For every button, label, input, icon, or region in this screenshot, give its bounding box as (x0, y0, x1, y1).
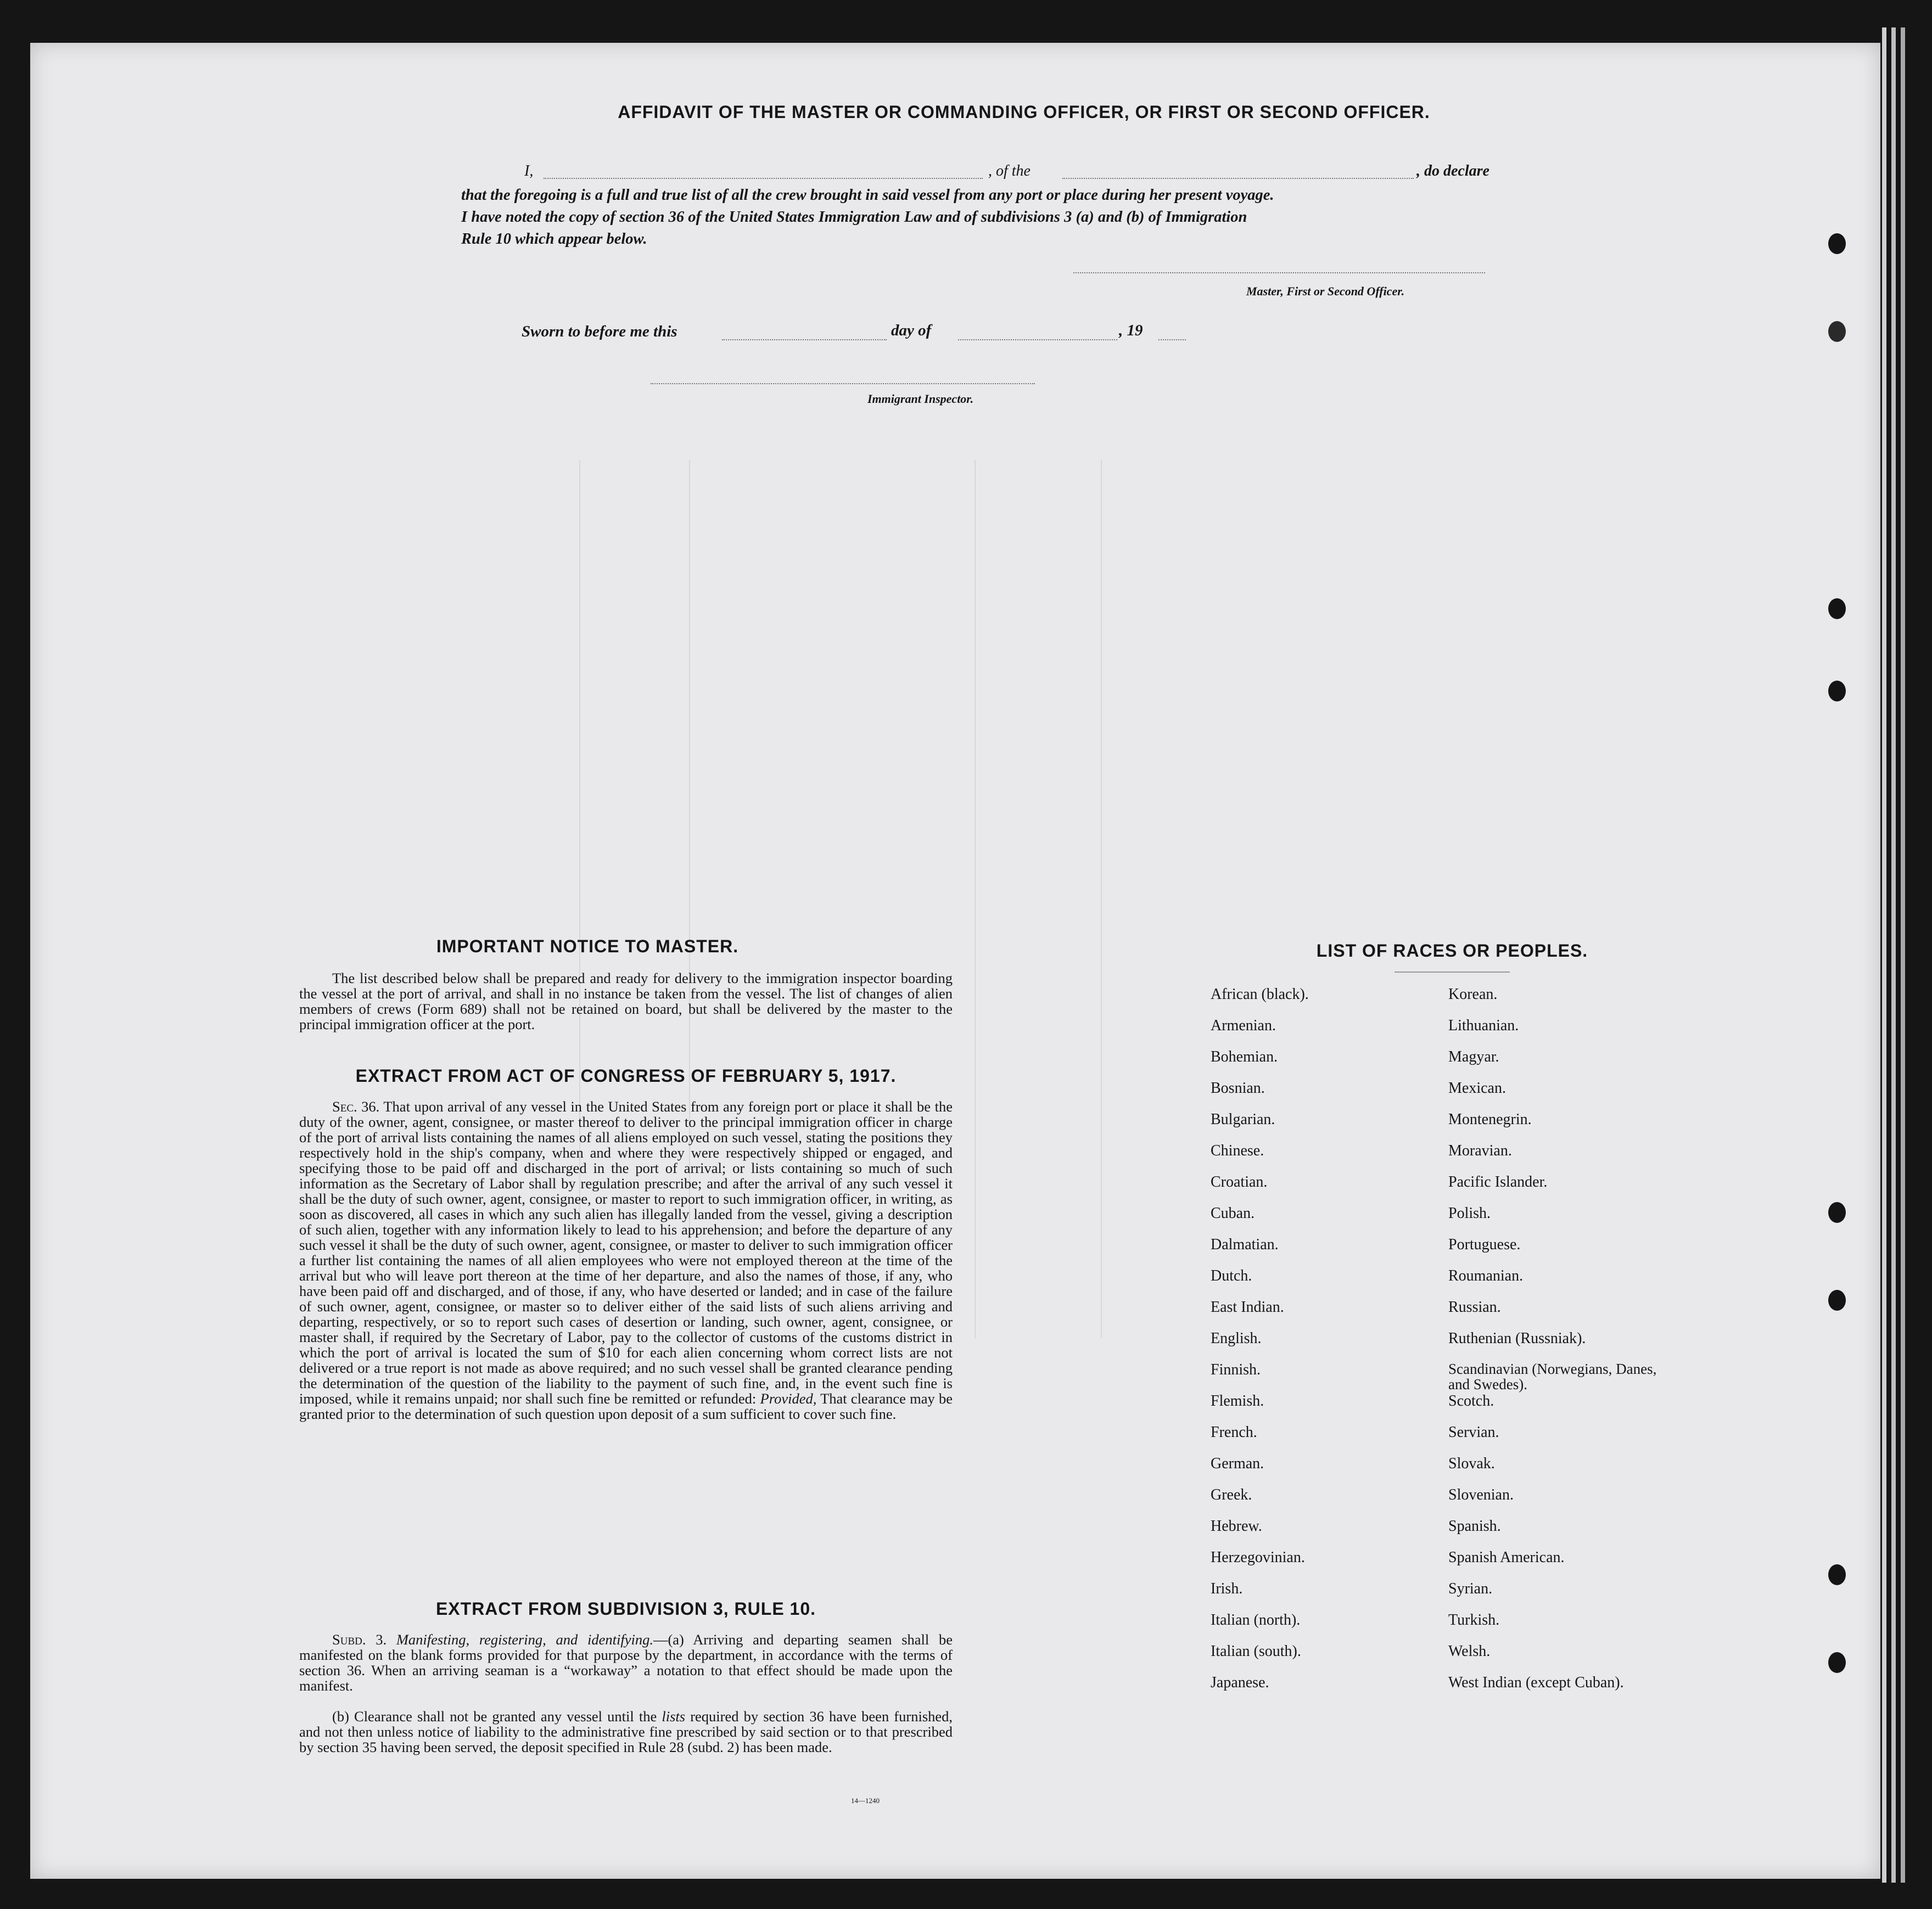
binder-hole (1828, 1290, 1846, 1311)
race-item: Mexican. (1448, 1080, 1506, 1097)
para-a-text: —(a) Arriving and departing seamen shall be manifested on the blank forms provided for that purpose by the department, in accordance with the terms of section 36. When an arriving seaman is a “workaway” a notation to that effect should be made upon the manifest. (299, 1631, 953, 1694)
section-label: Sec. 36. (332, 1098, 380, 1115)
race-item: Flemish. (1211, 1393, 1264, 1410)
race-item: Dutch. (1211, 1267, 1252, 1284)
race-item: Bohemian. (1211, 1048, 1278, 1065)
races-title: LIST OF RACES OR PEOPLES. (1316, 941, 1588, 961)
race-item: Dalmatian. (1211, 1236, 1279, 1253)
sworn-month-blank[interactable] (958, 339, 1117, 340)
notice-title: IMPORTANT NOTICE TO MASTER. (436, 936, 739, 956)
binder-hole (1828, 1652, 1846, 1673)
para-b-start: (b) Clearance shall not be granted any vessel until the (332, 1708, 657, 1725)
race-item: African (black). (1211, 986, 1309, 1003)
race-item: Lithuanian. (1448, 1017, 1519, 1034)
affidavit-title: AFFIDAVIT OF THE MASTER OR COMMANDING OFFICER, OR FIRST OR SECOND OFFICER. (618, 102, 1430, 122)
race-item: Russian. (1448, 1299, 1501, 1316)
document-page (30, 43, 1880, 1879)
race-item: English. (1211, 1330, 1262, 1347)
race-item: Japanese. (1211, 1674, 1269, 1691)
race-item: Portuguese. (1448, 1236, 1521, 1253)
race-item: Scandinavian (Norwegians, Danes, and Swedes). (1448, 1361, 1657, 1393)
page-edge (1901, 27, 1905, 1883)
race-item: Bosnian. (1211, 1080, 1265, 1097)
race-item: Croatian. (1211, 1174, 1268, 1191)
binder-hole (1828, 681, 1846, 701)
race-item: West Indian (except Cuban). (1448, 1674, 1624, 1691)
race-item: Chinese. (1211, 1142, 1264, 1159)
race-item: Polish. (1448, 1205, 1491, 1222)
race-item: Montenegrin. (1448, 1111, 1532, 1128)
race-item: Herzegovinian. (1211, 1549, 1305, 1566)
binder-hole (1828, 1564, 1846, 1585)
races-right-column (1448, 986, 1679, 1705)
race-item: Syrian. (1448, 1580, 1493, 1597)
vessel-blank[interactable] (1062, 178, 1414, 179)
races-left-column (1211, 986, 1430, 1705)
notice-text: The list described below shall be prepared and ready for delivery to the immigration inspector boarding the vessel at the port of arrival, and shall in no instance be taken from the vessel. The list of changes of alien members of crews (Form 689) shall not be retained on board, but shall be delivered by the master to the principal immigration officer at the port. (299, 970, 953, 1032)
affidavit-line-3: I have noted the copy of section 36 of the United States Immigration Law and of subdivisions 3 (a) and (b) of Immigration (461, 209, 1247, 226)
page-edge (1891, 27, 1896, 1883)
sworn-label: Sworn to before me this (522, 323, 677, 340)
rule-para-b (299, 1709, 953, 1755)
affidavit-of-the-label: , of the (988, 162, 1031, 179)
race-item: Magyar. (1448, 1048, 1499, 1065)
provided-label: Provided, (760, 1390, 817, 1407)
act-extract-title: EXTRACT FROM ACT OF CONGRESS OF FEBRUARY 5, 1917. (355, 1066, 897, 1086)
rule-extract-title: EXTRACT FROM SUBDIVISION 3, RULE 10. (435, 1599, 816, 1619)
master-signature-blank[interactable] (1073, 272, 1485, 273)
race-item: Welsh. (1448, 1643, 1491, 1660)
race-item: Slovenian. (1448, 1486, 1514, 1503)
race-item: Armenian. (1211, 1017, 1276, 1034)
affidavit-i-label: I, (524, 162, 534, 179)
race-item: Cuban. (1211, 1205, 1255, 1222)
race-item: Greek. (1211, 1486, 1252, 1503)
race-item: Ruthenian (Russniak). (1448, 1330, 1586, 1347)
race-item: Servian. (1448, 1424, 1499, 1441)
para-b-lists: lists (662, 1708, 686, 1725)
master-label: Master, First or Second Officer. (1246, 284, 1405, 298)
race-item: German. (1211, 1455, 1264, 1472)
subd-heading: Manifesting, registering, and identifying. (396, 1631, 653, 1648)
binder-hole (1828, 321, 1846, 342)
race-item: Italian (north). (1211, 1612, 1301, 1629)
race-item: Spanish American. (1448, 1549, 1565, 1566)
race-item: Spanish. (1448, 1518, 1501, 1535)
races-title-rule (1395, 972, 1510, 973)
race-item: East Indian. (1211, 1299, 1284, 1316)
bleed-through-rule (1101, 460, 1102, 1338)
inspector-label: Immigrant Inspector. (867, 392, 974, 406)
act-extract-text (299, 1099, 953, 1422)
affidavit-line-4: Rule 10 which appear below. (461, 231, 647, 248)
race-item: Irish. (1211, 1580, 1243, 1597)
race-item: Roumanian. (1448, 1267, 1524, 1284)
race-item: Bulgarian. (1211, 1111, 1275, 1128)
affidavit-do-declare: , do declare (1416, 162, 1489, 179)
inspector-signature-blank[interactable] (651, 383, 1035, 384)
binder-hole (1828, 598, 1846, 619)
race-item: Korean. (1448, 986, 1498, 1003)
race-item: Turkish. (1448, 1612, 1500, 1629)
race-item: French. (1211, 1424, 1257, 1441)
binder-hole (1828, 233, 1846, 254)
bleed-through-rule (975, 460, 976, 1338)
race-item: Pacific Islander. (1448, 1174, 1548, 1191)
act-body: That upon arrival of any vessel in the United States from any foreign port or place it shall be the duty of the owner, agent, consignee, or master thereof to deliver to the principal immigration officer in charge of the port of arrival lists containing the names of all aliens employed on such vessel, stating the positions they respectively hold in the ship's company, when and where they were respectively shipped or engaged, and specifying those to be paid off and discharged in the port of arrival; or lists containing so much of such information as the Secretary of Labor shall by regulation prescribe; and after the arrival of any such vessel it shall be the duty of such owner, agent, consignee, or master to report to such immigration officer, in writing, as soon as discovered, all cases in which any such alien has illegally landed from the vessel, giving a description of such alien, together with any information likely to lead to his apprehension; and before the departure of any such vessel it shall be the duty of such owner, agent, consignee, or master to deliver to such immigration officer a further list containing the names of all alien employees who were not employed thereon at the time of the arrival but who will leave port thereon at the time of her departure, and also the names of those, if any, who have been paid off and discharged, and of those, if any, who have deserted or landed; and in case of the failure of such owner, agent, consignee, or master so to deliver either of the said lists of such aliens arriving and departing, respectively, or so to report such cases of desertion or landing, such owner, agent, consignee, or master shall, if required by the Secretary of Labor, pay to the collector of customs of the customs district in which the port of arrival is located the sum of $10 for each alien concerning whom correct lists are not delivered or a true report is not made as above required; and no such vessel shall be granted clearance pending the determination of the question of the liability to the payment of such fine, and, in the event such fine is imposed, while it remains unpaid; nor shall such fine be remitted or refunded: (299, 1098, 953, 1407)
binder-hole (1828, 1202, 1846, 1223)
race-item: Hebrew. (1211, 1518, 1262, 1535)
race-item: Moravian. (1448, 1142, 1512, 1159)
para-b-end: required by section 36 have been furnished, and not then unless notice of liability to the administrative fine prescribed by said section or to that prescribed by section 35 having been served, the deposit specified in Rule 28 (subd. 2) has been made. (299, 1708, 953, 1755)
day-of-label: day of (891, 322, 932, 339)
sworn-day-blank[interactable] (722, 339, 887, 340)
sworn-year-blank[interactable] (1158, 339, 1186, 340)
subd-label: Subd. 3. (332, 1631, 387, 1648)
name-blank[interactable] (544, 178, 983, 179)
race-item: Finnish. (1211, 1361, 1261, 1378)
act-body-end: That clearance may be granted prior to the determination of such question upon deposit of a sum sufficient to cover such fine. (299, 1390, 953, 1422)
race-item: Scotch. (1448, 1393, 1494, 1410)
rule-para-a (299, 1632, 953, 1693)
race-item: Slovak. (1448, 1455, 1495, 1472)
year-label: , 19 (1119, 322, 1143, 339)
form-number: 14—1240 (851, 1796, 880, 1805)
page-edge (1882, 27, 1886, 1883)
affidavit-line-2: that the foregoing is a full and true list of all the crew brought in said vessel from any port or place during her present voyage. (461, 187, 1274, 204)
race-item: Italian (south). (1211, 1643, 1301, 1660)
